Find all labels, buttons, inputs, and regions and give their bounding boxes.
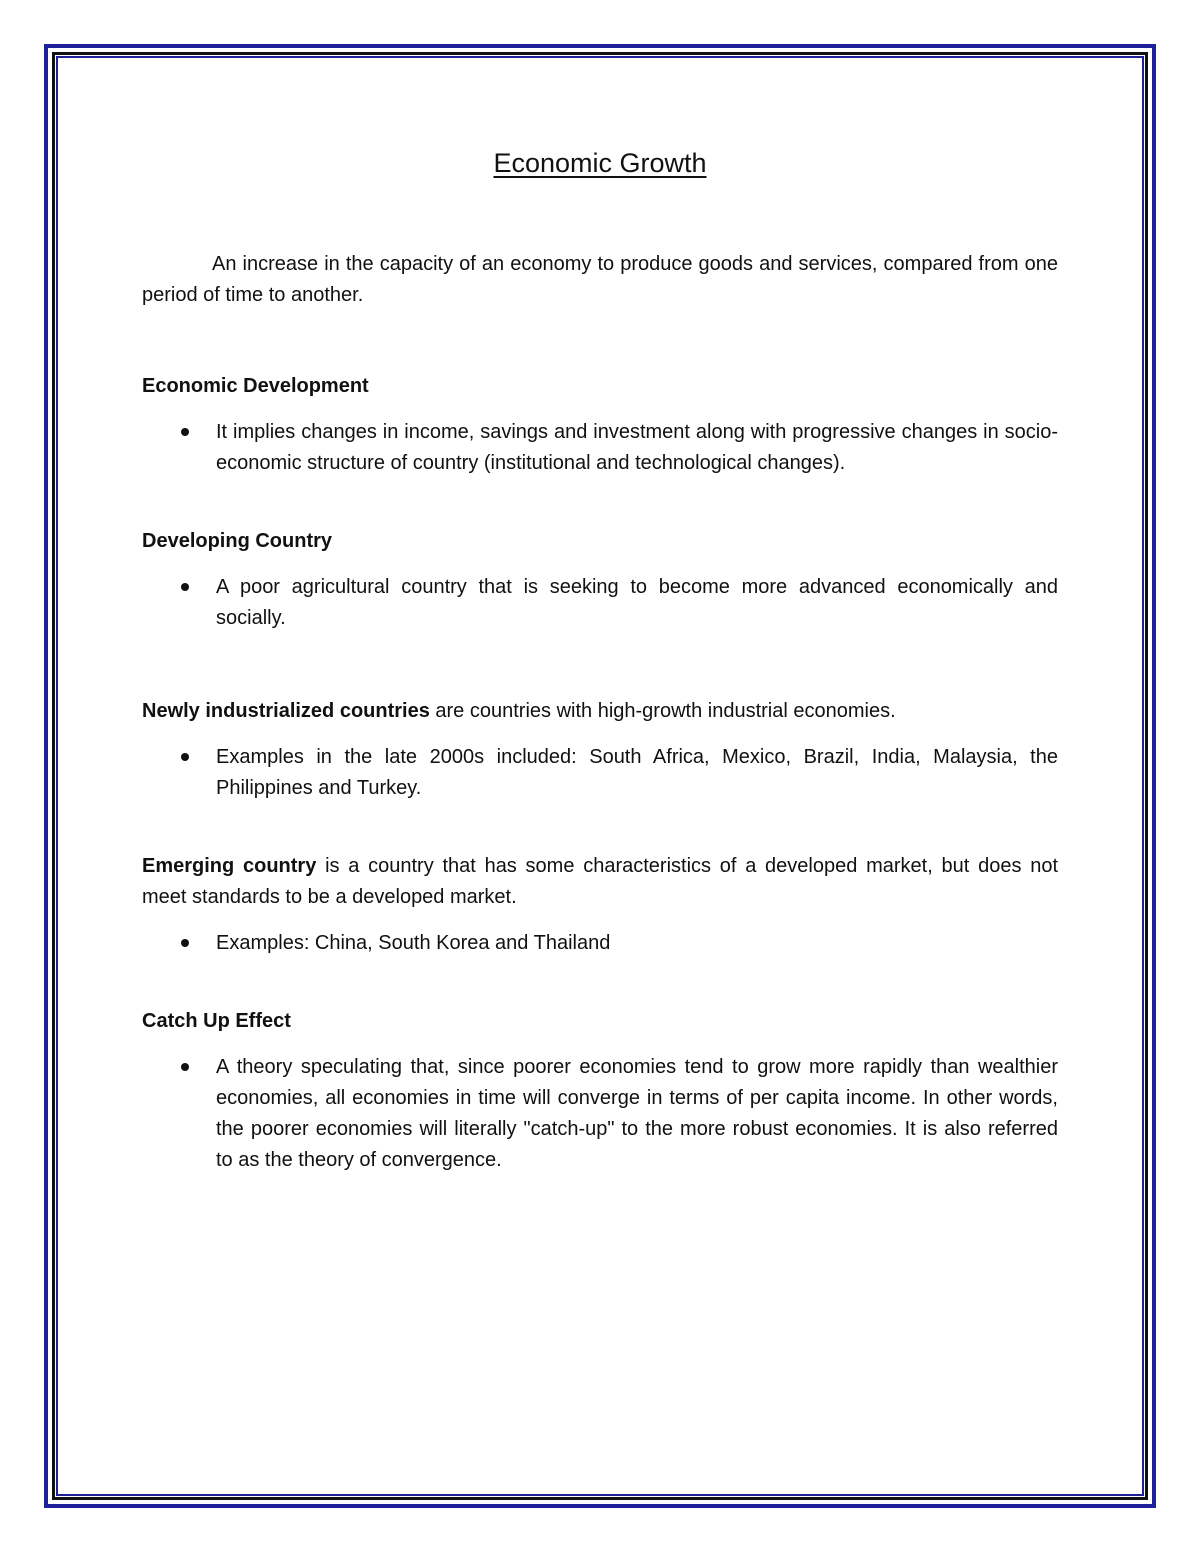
bullet-list <box>142 928 1058 959</box>
bullet-icon <box>181 939 189 947</box>
list-item <box>142 1052 1058 1176</box>
section-heading: Developing Country <box>142 530 333 552</box>
definition-term: Newly industrialized countries <box>142 700 430 722</box>
section-heading: Catch Up Effect <box>142 1010 291 1032</box>
bullet-list <box>142 742 1058 804</box>
list-item <box>142 742 1058 804</box>
section-emerging-country <box>142 851 1058 959</box>
bullet-list <box>142 417 1058 479</box>
definition-term: Emerging country <box>142 855 317 877</box>
definition-paragraph <box>142 696 1058 727</box>
section-developing-country <box>142 526 1058 634</box>
section-catch-up-effect <box>142 1006 1058 1176</box>
definition-text: are countries with high-growth industrial economies. <box>429 700 896 722</box>
section-newly-industrialized <box>142 696 1058 804</box>
intro-paragraph: An increase in the capacity of an economy to produce goods and services, compared from one period of time to another. <box>142 253 1058 306</box>
list-item-text: It implies changes in income, savings and investment along with progressive changes in socio-economic structure of country (institutional and technological changes). <box>216 421 1058 474</box>
list-item-text: A theory speculating that, since poorer economies tend to grow more rapidly than wealthier economies, all economies in time will converge in terms of per capita income. In other words, the poorer economies will literally "catch-up" to the more robust economies. It is also referred to as the theory of convergence. <box>216 1056 1058 1171</box>
bullet-icon <box>181 428 189 436</box>
bullet-icon <box>181 583 189 591</box>
bullet-icon <box>181 753 189 761</box>
list-item <box>142 928 1058 959</box>
definition-text: is a country that has some characteristics of a developed market, but does not meet standards to be a developed market. <box>142 855 1058 908</box>
document-title: Economic Growth <box>493 148 707 178</box>
bullet-list <box>142 1052 1058 1176</box>
section-heading: Economic Development <box>142 375 369 397</box>
list-item-text: A poor agricultural country that is seeking to become more advanced economically and socially. <box>216 576 1058 629</box>
document-body <box>142 140 1058 1176</box>
bullet-list <box>142 572 1058 634</box>
bullet-icon <box>181 1063 189 1071</box>
list-item <box>142 417 1058 479</box>
definition-paragraph <box>142 851 1058 913</box>
list-item <box>142 572 1058 634</box>
section-economic-development <box>142 371 1058 479</box>
list-item-text: Examples: China, South Korea and Thailand <box>216 932 611 954</box>
list-item-text: Examples in the late 2000s included: South Africa, Mexico, Brazil, India, Malaysia, the Philippines and Turkey. <box>216 746 1058 799</box>
